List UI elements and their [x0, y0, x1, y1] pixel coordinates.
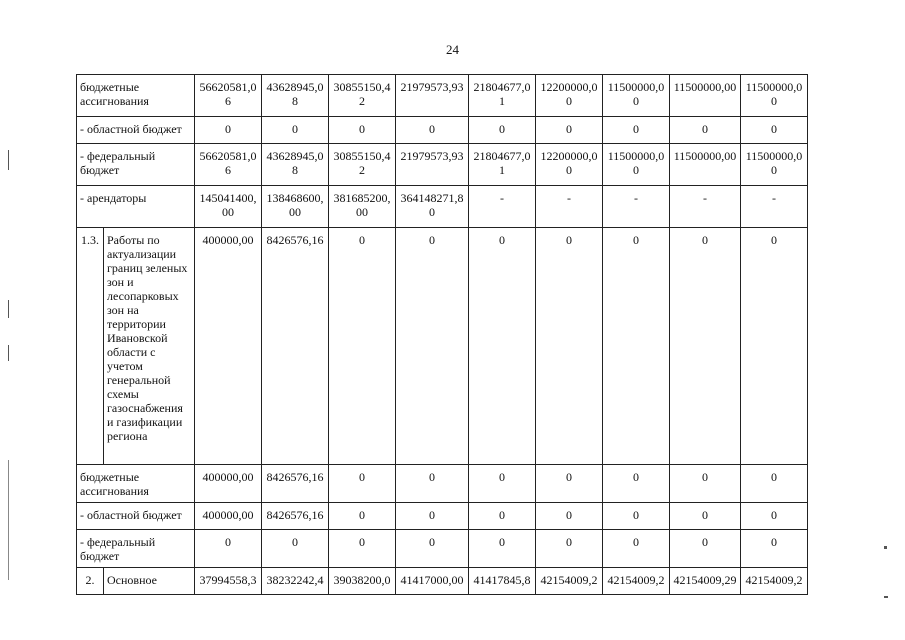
scan-artifact [8, 300, 9, 318]
row-label: - федеральный бюджет [77, 144, 195, 186]
value-cell: 0 [741, 530, 808, 568]
value-cell: 0 [536, 117, 603, 144]
value-cell: 21979573,93 [396, 75, 469, 117]
value-cell: 12200000,00 [536, 144, 603, 186]
value-cell: 11500000,00 [670, 144, 741, 186]
value-cell: - [670, 186, 741, 228]
value-cell: 0 [670, 228, 741, 465]
scan-artifact [8, 150, 9, 170]
value-cell: 11500000,00 [741, 144, 808, 186]
value-cell: 8426576,16 [262, 228, 329, 465]
value-cell: 0 [670, 530, 741, 568]
section-number: 1.3. [77, 228, 104, 465]
value-cell: 41417845,8 [469, 568, 536, 595]
value-cell: 0 [536, 530, 603, 568]
value-cell: 0 [329, 530, 396, 568]
value-cell: 0 [329, 503, 396, 530]
value-cell: 37994558,3 [195, 568, 262, 595]
value-cell: 42154009,2 [603, 568, 670, 595]
budget-table [76, 74, 808, 595]
value-cell: 0 [396, 503, 469, 530]
value-cell: 42154009,29 [670, 568, 741, 595]
value-cell: 30855150,42 [329, 75, 396, 117]
value-cell: 0 [469, 465, 536, 503]
value-cell: 0 [670, 503, 741, 530]
value-cell: 0 [603, 228, 670, 465]
section-row-1-3 [77, 228, 808, 465]
value-cell: 0 [396, 117, 469, 144]
value-cell: 0 [741, 465, 808, 503]
value-cell: 0 [469, 503, 536, 530]
table-row [77, 503, 808, 530]
row-label: бюджетные ассигнования [77, 465, 195, 503]
value-cell: 8426576,16 [262, 503, 329, 530]
value-cell: 0 [262, 117, 329, 144]
value-cell: 0 [603, 465, 670, 503]
value-cell: 0 [329, 228, 396, 465]
value-cell: 400000,00 [195, 228, 262, 465]
scan-artifact [884, 546, 887, 549]
row-label: - областной бюджет [77, 503, 195, 530]
value-cell: 381685200,00 [329, 186, 396, 228]
row-label: - арендаторы [77, 186, 195, 228]
value-cell: 0 [329, 465, 396, 503]
row-label: - федеральный бюджет [77, 530, 195, 568]
value-cell: 21804677,01 [469, 75, 536, 117]
value-cell: 0 [741, 228, 808, 465]
value-cell: 56620581,06 [195, 75, 262, 117]
scan-artifact [8, 460, 9, 580]
value-cell: - [469, 186, 536, 228]
value-cell: 0 [396, 465, 469, 503]
value-cell: 56620581,06 [195, 144, 262, 186]
value-cell: 0 [670, 465, 741, 503]
value-cell: 43628945,08 [262, 75, 329, 117]
scan-artifact [884, 596, 888, 598]
value-cell: 39038200,0 [329, 568, 396, 595]
value-cell: 0 [195, 530, 262, 568]
table-row [77, 75, 808, 117]
value-cell: 38232242,4 [262, 568, 329, 595]
value-cell: 0 [603, 117, 670, 144]
value-cell: 42154009,2 [536, 568, 603, 595]
row-label: - областной бюджет [77, 117, 195, 144]
value-cell: 0 [603, 503, 670, 530]
value-cell: 145041400,00 [195, 186, 262, 228]
value-cell: 0 [741, 503, 808, 530]
value-cell: 30855150,42 [329, 144, 396, 186]
value-cell: 8426576,16 [262, 465, 329, 503]
value-cell: 400000,00 [195, 503, 262, 530]
value-cell: 0 [536, 503, 603, 530]
value-cell: 400000,00 [195, 465, 262, 503]
value-cell: 11500000,00 [603, 75, 670, 117]
value-cell: 12200000,00 [536, 75, 603, 117]
value-cell: 0 [670, 117, 741, 144]
table-row [77, 144, 808, 186]
section-number: 2. [77, 568, 104, 595]
value-cell: 11500000,00 [603, 144, 670, 186]
value-cell: 21804677,01 [469, 144, 536, 186]
value-cell: 0 [195, 117, 262, 144]
table-row [77, 465, 808, 503]
value-cell: 0 [536, 228, 603, 465]
scan-artifact [8, 345, 9, 361]
value-cell: 0 [469, 530, 536, 568]
value-cell: 11500000,00 [670, 75, 741, 117]
table-row [77, 186, 808, 228]
section-row-2 [77, 568, 808, 595]
value-cell: 0 [329, 117, 396, 144]
value-cell: 364148271,80 [396, 186, 469, 228]
value-cell: 43628945,08 [262, 144, 329, 186]
value-cell: 0 [262, 530, 329, 568]
page-number: 24 [446, 42, 459, 57]
value-cell: - [536, 186, 603, 228]
value-cell: 138468600,00 [262, 186, 329, 228]
value-cell: 41417000,00 [396, 568, 469, 595]
value-cell: 0 [603, 530, 670, 568]
value-cell: 0 [536, 465, 603, 503]
value-cell: 11500000,00 [741, 75, 808, 117]
section-name: Основное [104, 568, 195, 595]
value-cell: 0 [469, 117, 536, 144]
value-cell: 42154009,2 [741, 568, 808, 595]
row-label: бюджетные ассигнования [77, 75, 195, 117]
value-cell: - [741, 186, 808, 228]
value-cell: 0 [396, 228, 469, 465]
table-row [77, 117, 808, 144]
value-cell: 21979573,93 [396, 144, 469, 186]
value-cell: 0 [469, 228, 536, 465]
section-name: Работы по актуализации границ зеленых зон и лесопарковых зон на территории Ивановской области с учетом генеральной схемы газоснабжения и газификации региона [104, 228, 195, 465]
value-cell: 0 [741, 117, 808, 144]
table-row [77, 530, 808, 568]
value-cell: 0 [396, 530, 469, 568]
value-cell: - [603, 186, 670, 228]
